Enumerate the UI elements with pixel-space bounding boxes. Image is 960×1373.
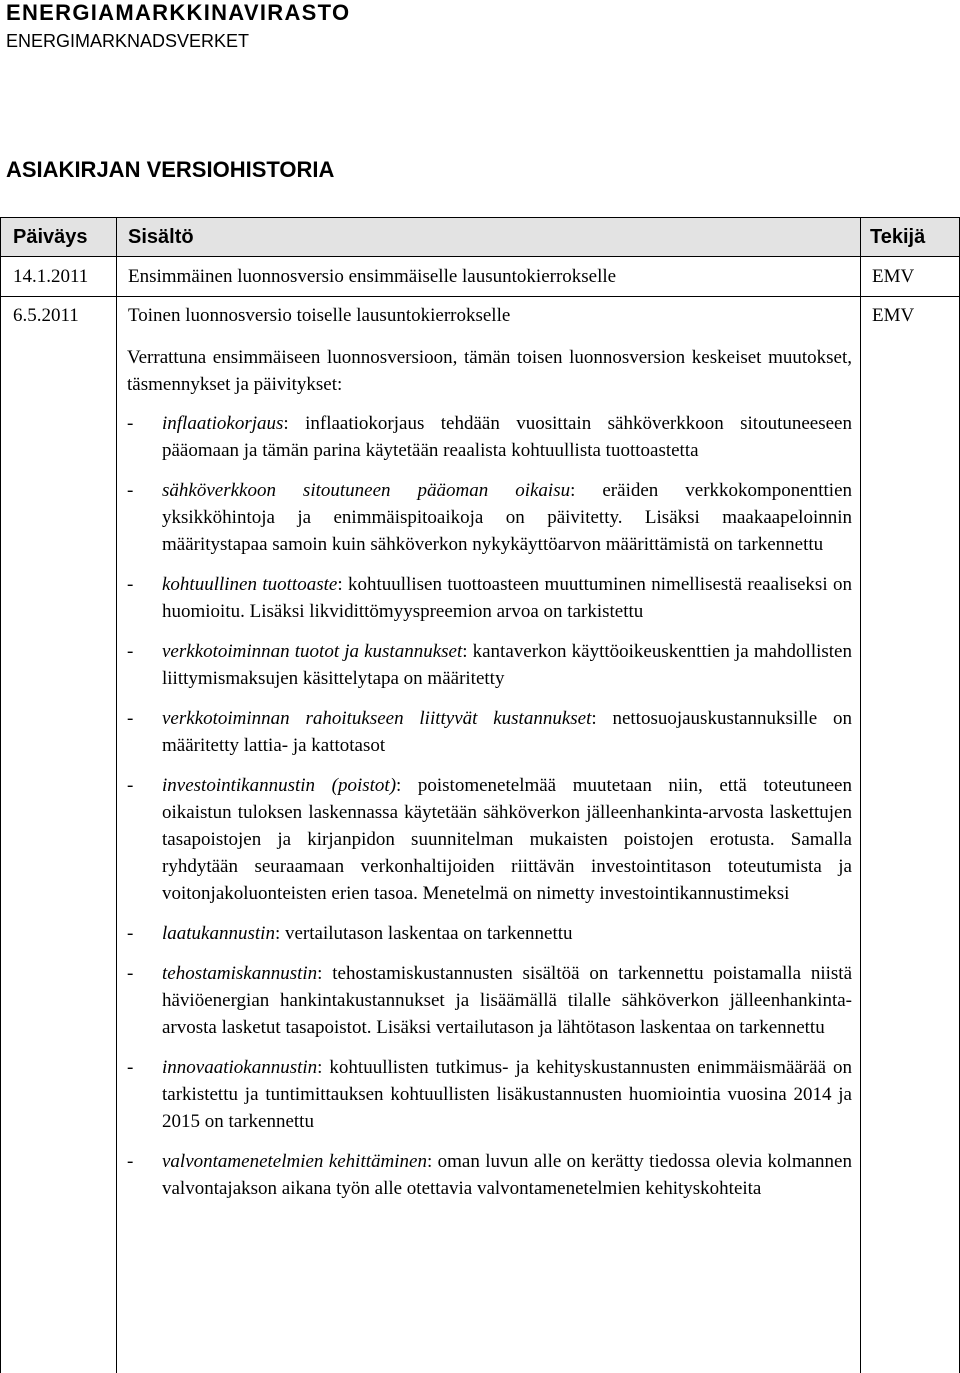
organization-name: ENERGIAMARKKINAVIRASTO <box>6 0 351 25</box>
list-item-body <box>162 772 852 907</box>
column-header-date: Päiväys <box>13 226 88 248</box>
list-item-body <box>162 571 852 625</box>
row-date: 6.5.2011 <box>13 305 79 326</box>
list-item-term: inflaatiokorjaus <box>162 413 284 434</box>
list-item-text: : eräiden verkkokomponenttien yksikköhintoja ja enimmäispitoaikoja on päivitetty. Lisäksi maakaapeloinnin määritystapaa samoin kuin sähköverkon nykykäyttöarvon määrittämistä on tarkennettu <box>162 480 852 555</box>
list-item-term: innovaatiokannustin <box>162 1057 318 1078</box>
list-item-text: : kohtuullisen tuottoasteen muuttuminen nimellisestä reaaliseksi on huomioitu. Lisäksi likvidittömyyspreemion arvoa on tarkistettu <box>162 574 852 622</box>
column-header-content: Sisältö <box>128 226 194 248</box>
list-item-term: verkkotoiminnan tuotot ja kustannukset <box>162 641 463 662</box>
document-title: ASIAKIRJAN VERSIOHISTORIA <box>6 157 335 182</box>
list-item-text: : oman luvun alle on kerätty tiedossa olevia kolmannen valvontajakson aikana työn alle otettavia valvontamenetelmien kehityskohteita <box>162 1151 852 1199</box>
list-dash: - <box>127 574 134 595</box>
list-item-text: : nettosuojauskustannuksille on määritetty lattia- ja kattotasot <box>162 708 853 756</box>
list-item-text: : kohtuullisten tutkimus- ja kehityskustannusten enimmäismäärää on tarkistettu ja tuntimittauksen kohtuullisten lisäkustannusten huomiointia vuosina 2014 ja 2015 on tarkennettu <box>162 1057 852 1132</box>
list-item-term: investointikannustin (poistot) <box>162 775 397 796</box>
list-dash: - <box>127 480 134 501</box>
list-item-text: : inflaatiokorjaus tehdään vuosittain sähköverkkoon sitoutuneeseen pääomaan ja tämän parina käytetään reaalista kohtuullista tuottoastetta <box>162 413 852 461</box>
list-dash: - <box>127 641 134 662</box>
list-item-term: kohtuullinen tuottoaste <box>162 574 338 595</box>
table-border-left <box>0 217 1 1373</box>
list-item-term: valvontamenetelmien kehittäminen <box>162 1151 427 1172</box>
change-list <box>127 410 852 1202</box>
list-item-text: : kantaverkon käyttöoikeuskenttien ja mahdollisten liittymismaksujen käsittelytapa on määritetty <box>162 641 852 689</box>
list-item-body <box>162 477 852 558</box>
table-row-divider <box>0 296 960 297</box>
list-dash: - <box>127 963 134 984</box>
list-dash: - <box>127 775 134 796</box>
row-author: EMV <box>872 266 915 287</box>
change-list-item <box>127 1054 852 1135</box>
row-author: EMV <box>872 305 915 326</box>
change-list-item <box>127 1148 852 1202</box>
change-description <box>127 344 852 1215</box>
list-dash: - <box>127 413 134 434</box>
list-item-term: sähköverkkoon sitoutuneen pääoman oikaisu <box>162 480 571 501</box>
table-border-top <box>0 217 960 218</box>
list-dash: - <box>127 1057 134 1078</box>
row-date: 14.1.2011 <box>13 266 89 287</box>
change-list-item <box>127 960 852 1041</box>
change-list-item <box>127 571 852 625</box>
change-list-item <box>127 920 852 947</box>
organization-name-swedish: ENERGIMARKNADSVERKET <box>6 31 250 51</box>
change-list-item <box>127 410 852 464</box>
row-content: Toinen luonnosversio toiselle lausuntokierrokselle <box>128 305 511 326</box>
list-item-body <box>162 1148 852 1202</box>
table-header-divider <box>0 256 960 257</box>
list-dash: - <box>127 1151 134 1172</box>
table-column-divider <box>116 217 117 1373</box>
table-column-divider <box>860 217 861 1373</box>
list-item-term: tehostamiskannustin <box>162 963 318 984</box>
list-item-body <box>162 638 852 692</box>
change-list-item <box>127 772 852 907</box>
column-header-author: Tekijä <box>870 226 926 248</box>
list-dash: - <box>127 708 134 729</box>
change-list-item <box>127 705 852 759</box>
list-item-body <box>162 410 852 464</box>
list-item-body <box>162 960 852 1041</box>
change-intro: Verrattuna ensimmäiseen luonnosversioon, tämän toisen luonnosversion keskeiset muutokset, täsmennykset ja päivitykset: <box>127 347 852 395</box>
row-content: Ensimmäinen luonnosversio ensimmäiselle lausuntokierrokselle <box>128 266 617 287</box>
change-list-item <box>127 477 852 558</box>
list-item-text: : tehostamiskustannusten sisältöä on tarkennettu poistamalla niistä häviöenergian hankintakustannukset ja lisäämällä tilalle sähköverkon jälleenhankinta-arvosta lasketut tasapoistot. Lisäksi vertailutason ja lähtötason laskentaa on tarkennettu <box>162 963 852 1038</box>
list-item-text: : vertailutason laskentaa on tarkennettu <box>274 923 573 944</box>
list-item-body <box>162 705 852 759</box>
list-item-term: verkkotoiminnan rahoitukseen liittyvät kustannukset <box>162 708 592 729</box>
change-list-item <box>127 638 852 692</box>
list-item-body <box>162 1054 852 1135</box>
list-item-text: : poistomenetelmää muutetaan niin, että toteutuneen oikaistun tuloksen laskennassa käytetään sähköverkon jälleenhankinta-arvosta laskettujen tasapoistojen ja kirjanpidon suunnitelman mukaisten poistojen erotusta. Samalla ryhdytään seuraamaan verkonhaltijoiden riittävän investointitason toteutumista ja voitonjakoluonteisten erien tasoa. Menetelmä on nimetty investointikannustimeksi <box>162 775 852 904</box>
list-item-term: laatukannustin <box>162 923 275 944</box>
list-dash: - <box>127 923 134 944</box>
list-item-body <box>162 920 852 947</box>
